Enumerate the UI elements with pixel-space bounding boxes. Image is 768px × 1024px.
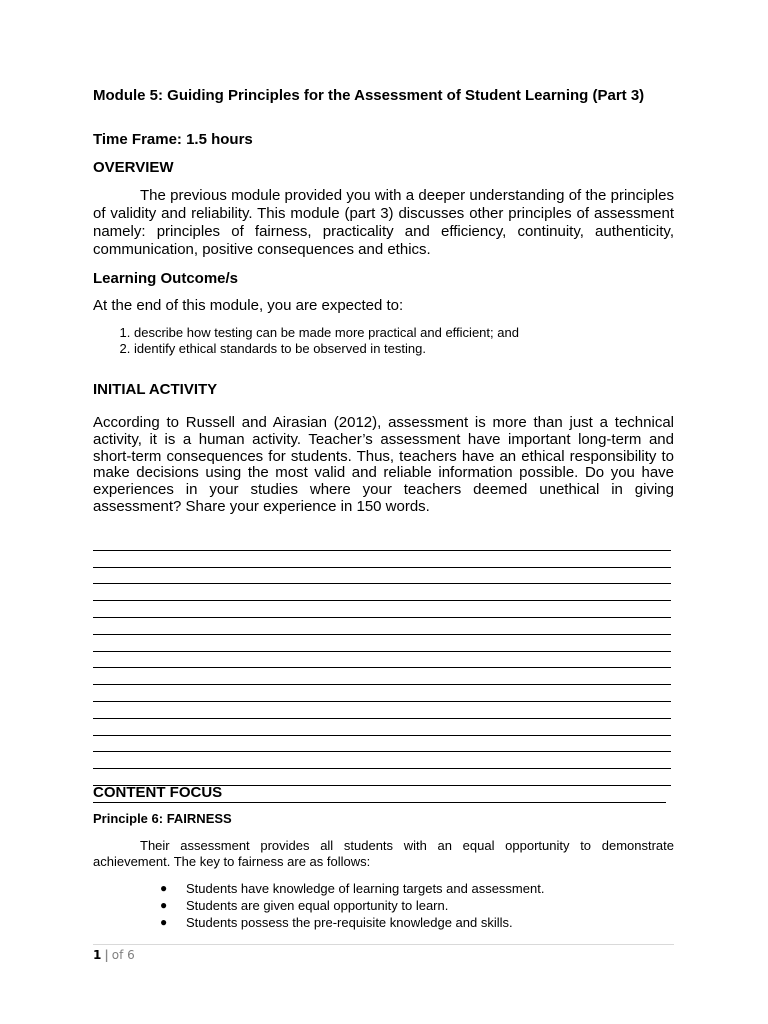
fairness-key-item xyxy=(160,914,660,931)
principle-heading: Principle 6: FAIRNESS xyxy=(93,811,232,826)
learning-outcomes-list xyxy=(93,325,674,357)
initial-activity-heading: INITIAL ACTIVITY xyxy=(93,381,218,398)
bullet-icon: ● xyxy=(160,898,168,912)
fairness-keys-list xyxy=(160,880,660,931)
answer-line[interactable] xyxy=(93,668,671,685)
answer-line[interactable] xyxy=(93,752,671,769)
answer-line[interactable] xyxy=(93,568,671,585)
answer-line[interactable] xyxy=(93,618,671,635)
answer-lines[interactable] xyxy=(93,534,671,803)
answer-line[interactable] xyxy=(93,652,671,669)
fairness-key-item xyxy=(160,880,660,897)
page-total: of 6 xyxy=(111,948,135,962)
overview-paragraph: The previous module provided you with a deeper understanding of the principles of validity and reliability. This module (part 3) discusses other principles of assessment namely: principles of fairness, practicality and efficiency, continuity, authenticity, communication, positive consequences and ethics. xyxy=(93,187,674,258)
answer-line[interactable] xyxy=(93,601,671,618)
answer-line[interactable] xyxy=(93,534,671,551)
module-title: Module 5: Guiding Principles for the Assessment of Student Learning (Part 3) xyxy=(93,87,645,104)
answer-line[interactable] xyxy=(93,702,671,719)
time-frame: Time Frame: 1.5 hours xyxy=(93,131,253,148)
answer-line[interactable] xyxy=(93,584,671,601)
answer-line[interactable] xyxy=(93,685,671,702)
page-footer xyxy=(93,948,135,962)
page-number: 1 xyxy=(93,948,102,962)
answer-line[interactable] xyxy=(93,635,671,652)
answer-line[interactable] xyxy=(93,551,671,568)
answer-line[interactable] xyxy=(93,719,671,736)
learning-outcome-item: 2. identify ethical standards to be observed in testing. xyxy=(134,341,674,357)
content-focus-heading: CONTENT FOCUS xyxy=(93,784,223,801)
footer-divider xyxy=(93,944,674,945)
answer-line[interactable] xyxy=(93,736,671,753)
overview-heading: OVERVIEW xyxy=(93,159,174,176)
fairness-key-text: Students have knowledge of learning targets and assessment. xyxy=(186,881,545,896)
initial-activity-paragraph: According to Russell and Airasian (2012), assessment is more than just a technical activity, it is a human activity. Teacher’s assessment have important long-term and short-term consequences for students. Thus, teachers have an ethical responsibility to make decisions using the most valid and reliable information possible. Do you have experiences in your studies where your teachers deemed unethical in giving assessment? Share your experience in 150 words. xyxy=(93,414,674,515)
fairness-key-text: Students possess the pre-requisite knowledge and skills. xyxy=(186,915,513,930)
learning-outcomes-heading: Learning Outcome/s xyxy=(93,270,239,287)
learning-outcomes-intro: At the end of this module, you are expected to: xyxy=(93,297,404,314)
fairness-paragraph: Their assessment provides all students with an equal opportunity to demonstrate achievement. The key to fairness are as follows: xyxy=(93,838,674,869)
learning-outcome-item: 1. describe how testing can be made more practical and efficient; and xyxy=(134,325,674,341)
page-separator: | xyxy=(104,948,109,962)
bullet-icon: ● xyxy=(160,881,168,895)
fairness-key-item xyxy=(160,897,660,914)
fairness-key-text: Students are given equal opportunity to learn. xyxy=(186,898,449,913)
bullet-icon: ● xyxy=(160,915,168,929)
